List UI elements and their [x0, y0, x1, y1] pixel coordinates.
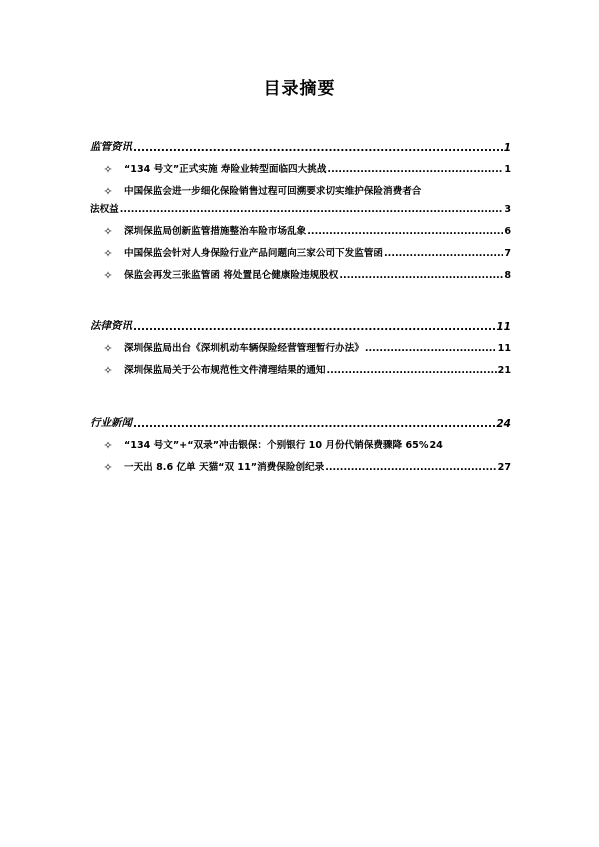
toc-entry-page: 24 [429, 440, 443, 451]
toc-section-heading[interactable] [90, 138, 511, 154]
toc-section-legal [90, 317, 511, 379]
toc-entry-page: 27 [497, 462, 511, 473]
section-heading-text: 监管资讯 [90, 141, 132, 153]
toc-entry-title: 深圳保监局关于公布规范性文件清理结果的通知 [124, 365, 326, 376]
dot-leader [339, 267, 503, 284]
toc-entry-title: 中国保监会针对人身保险行业产品问题向三家公司下发监管函 [124, 248, 384, 259]
toc-entry[interactable] [90, 434, 511, 454]
diamond-bullet-icon: ✧ [103, 163, 113, 176]
dot-leader [133, 321, 495, 333]
diamond-bullet-icon: ✧ [103, 225, 113, 238]
diamond-bullet-icon: ✧ [103, 247, 113, 260]
diamond-bullet-icon: ✧ [103, 461, 113, 474]
toc-entry-title: 深圳保监局出台《深圳机动车辆保险经营管理暂行办法》 [124, 343, 364, 354]
toc-entry[interactable] [90, 220, 511, 240]
toc-section-regulatory [90, 138, 511, 284]
toc-section-heading[interactable] [90, 414, 511, 430]
dot-leader [325, 459, 496, 476]
section-heading-text: 法律资讯 [90, 320, 132, 332]
toc-entry-title: “134 号文”+“双录”冲击银保：个别银行 10 月份代销保费骤降 65% [124, 440, 429, 451]
toc-entry[interactable] [90, 359, 511, 379]
toc-entry-page: 1 [504, 164, 511, 175]
toc-entry-page: 7 [504, 248, 511, 259]
toc-entry-title-line1: 中国保监会进一步细化保险销售过程可回溯要求切实维护保险消费者合 [124, 186, 422, 197]
toc-entry-page: 3 [504, 204, 511, 215]
diamond-bullet-icon: ✧ [103, 364, 113, 377]
toc-entry[interactable] [90, 264, 511, 284]
section-page-number: 1 [503, 142, 511, 154]
toc-entry-page: 21 [497, 365, 511, 376]
diamond-bullet-icon: ✧ [103, 342, 113, 355]
section-page-number: 11 [496, 321, 511, 333]
toc-entry[interactable] [90, 337, 511, 357]
toc-entry-page: 8 [504, 270, 511, 281]
section-page-number: 24 [496, 418, 511, 430]
toc-entry-title-line2: 法权益 [90, 204, 119, 215]
toc-entry-title: “134 号文”正式实施 寿险业转型面临四大挑战 [124, 164, 327, 175]
dot-leader [326, 362, 496, 379]
dot-leader [384, 245, 503, 262]
toc-section-industry-news [90, 414, 511, 476]
diamond-bullet-icon: ✧ [103, 185, 113, 198]
toc-entry[interactable] [90, 180, 511, 218]
toc-entry-page: 6 [504, 226, 511, 237]
page-title: 目录摘要 [263, 79, 336, 99]
dot-leader [133, 418, 495, 430]
toc-entry-page: 11 [497, 343, 511, 354]
toc-entry-title: 深圳保监局创新监管措施整治车险市场乱象 [124, 226, 307, 237]
dot-leader [365, 340, 497, 357]
dot-leader [307, 223, 503, 240]
toc-section-heading[interactable] [90, 317, 511, 333]
toc-entry-title: 一天出 8.6 亿单 天猫“双 11”消费保险创纪录 [124, 462, 325, 473]
diamond-bullet-icon: ✧ [103, 269, 113, 282]
diamond-bullet-icon: ✧ [103, 439, 113, 452]
section-heading-text: 行业新闻 [90, 417, 132, 429]
toc-entry[interactable] [90, 242, 511, 262]
toc-entry-title: 保监会再发三张监管函 将处置昆仑健康险违规股权 [124, 270, 339, 281]
toc-entry[interactable] [90, 456, 511, 476]
toc-entry[interactable] [90, 158, 511, 178]
dot-leader [133, 142, 503, 154]
dot-leader [120, 201, 504, 218]
dot-leader [327, 161, 503, 178]
